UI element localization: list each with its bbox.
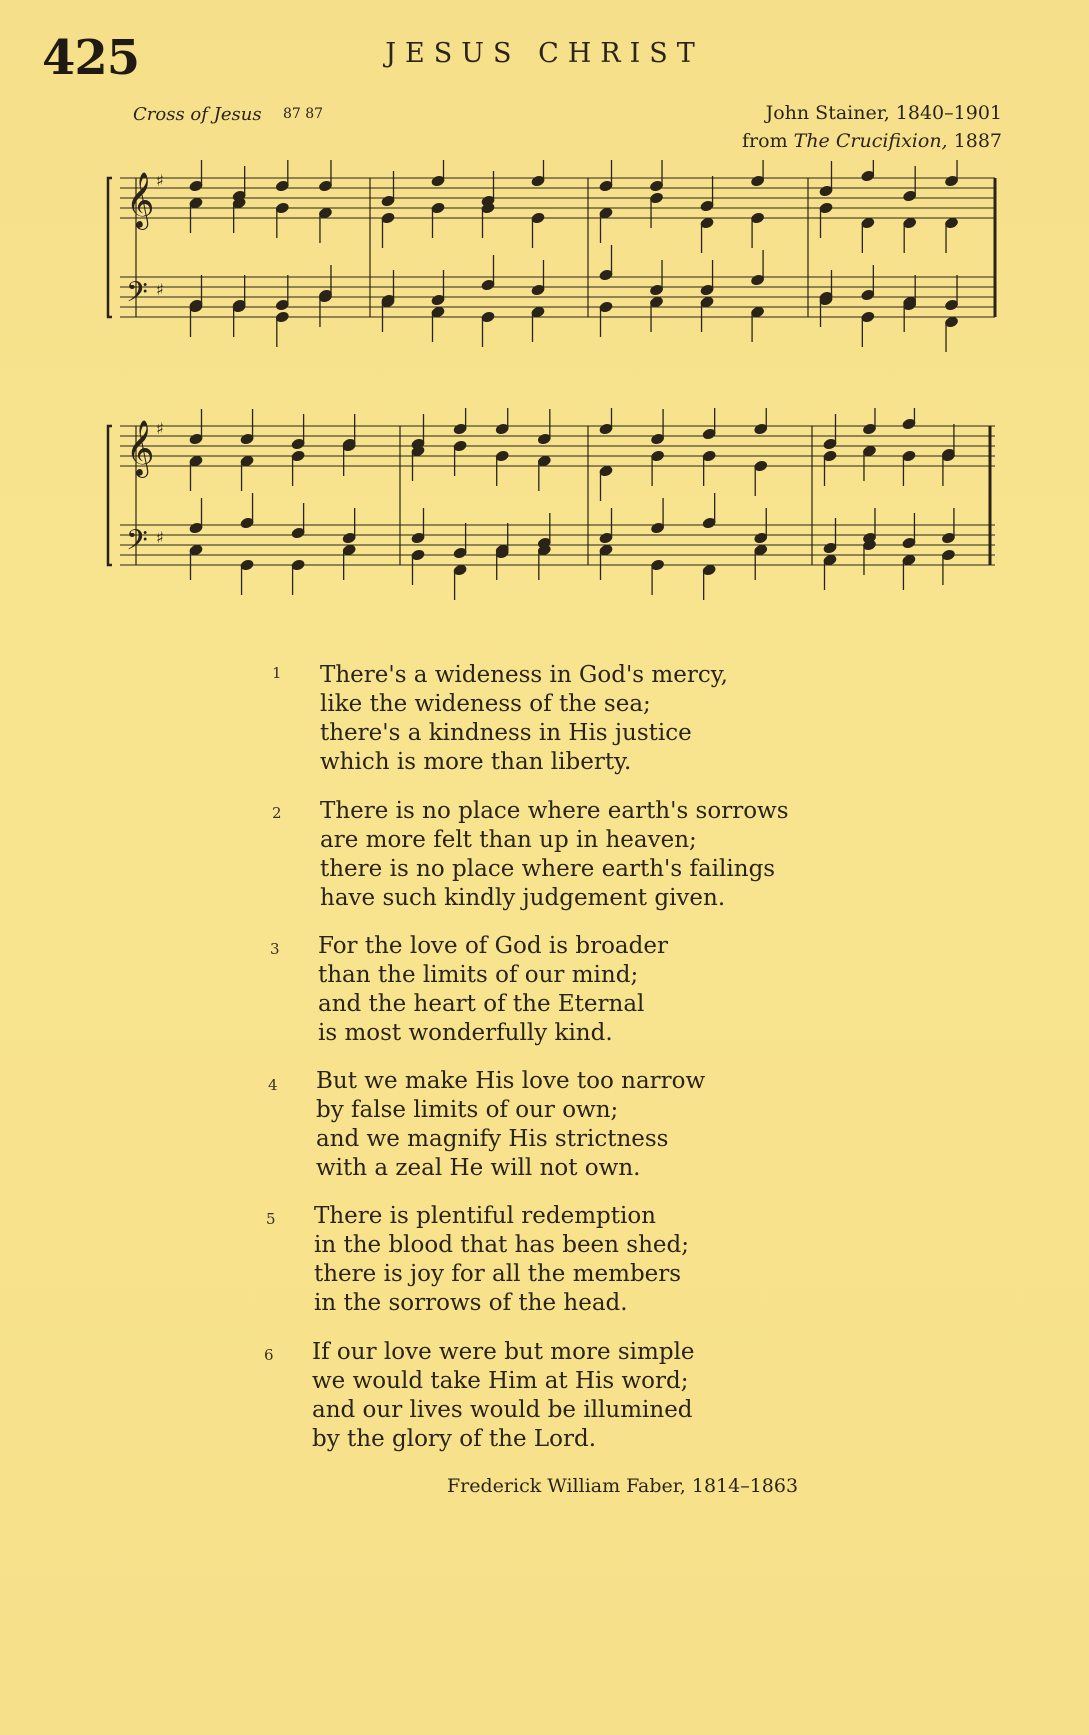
source-work: The Crucifixion,	[793, 130, 948, 152]
verse-line: There is no place where earth's sorrows	[320, 798, 789, 824]
source-prefix: from	[742, 130, 788, 152]
music-system-2	[0, 408, 1089, 628]
sharp-icon: ♯	[156, 528, 164, 547]
bass-clef-icon: 𝄢	[126, 524, 148, 564]
verse-line: and the heart of the Eternal	[318, 991, 645, 1017]
verse-line: There's a wideness in God's mercy,	[320, 662, 728, 688]
verse-line: and our lives would be illumined	[312, 1397, 693, 1423]
verse-line: by false limits of our own;	[316, 1097, 619, 1123]
composer-source	[742, 130, 1002, 152]
system-bracket	[108, 178, 112, 317]
hymn-number: 425	[42, 30, 140, 86]
verse-number: 1	[272, 664, 282, 682]
verse-number: 2	[272, 804, 282, 822]
treble-clef-icon: 𝄞	[126, 420, 155, 476]
treble-clef-icon: 𝄞	[126, 172, 155, 228]
verse-line: have such kindly judgement given.	[320, 885, 726, 911]
verse-line: we would take Him at His word;	[312, 1368, 689, 1394]
verse-line: For the love of God is broader	[318, 933, 668, 959]
verse-number: 5	[266, 1210, 276, 1228]
verse-line: which is more than liberty.	[320, 749, 632, 775]
verse-number: 6	[264, 1346, 274, 1364]
sharp-icon: ♯	[156, 419, 164, 438]
verse-line: in the blood that has been shed;	[314, 1232, 689, 1258]
verse-line: and we magnify His strictness	[316, 1126, 669, 1152]
bass-clef-icon: 𝄢	[126, 276, 148, 316]
sharp-icon: ♯	[156, 171, 164, 190]
text-author: Frederick William Faber, 1814–1863	[447, 1475, 799, 1497]
verse-line: with a zeal He will not own.	[316, 1155, 641, 1181]
verse-line: than the limits of our mind;	[318, 962, 639, 988]
verse-number: 4	[268, 1076, 278, 1094]
section-title: JESUS CHRIST	[385, 38, 704, 69]
verse-number: 3	[270, 940, 280, 958]
verse-line: there is joy for all the members	[314, 1261, 682, 1287]
verse-line: like the wideness of the sea;	[320, 691, 651, 717]
tune-name: Cross of Jesus	[133, 104, 262, 125]
verse-line: But we make His love too narrow	[316, 1068, 706, 1094]
sharp-icon: ♯	[156, 280, 164, 299]
verse-line: there's a kindness in His justice	[320, 720, 692, 746]
verse-line: There is plentiful redemption	[314, 1203, 656, 1229]
composer: John Stainer, 1840–1901	[765, 102, 1002, 124]
music-system-1	[0, 160, 1089, 380]
verse-line: are more felt than up in heaven;	[320, 827, 697, 853]
source-year: 1887	[953, 130, 1002, 152]
system-bracket	[108, 426, 112, 565]
verse-line: is most wonderfully kind.	[318, 1020, 613, 1046]
verse-line: in the sorrows of the head.	[314, 1290, 628, 1316]
verse-line: If our love were but more simple	[312, 1339, 695, 1365]
verse-line: there is no place where earth's failings	[320, 856, 776, 882]
tune-meter: 87 87	[283, 106, 324, 122]
verse-line: by the glory of the Lord.	[312, 1426, 597, 1452]
